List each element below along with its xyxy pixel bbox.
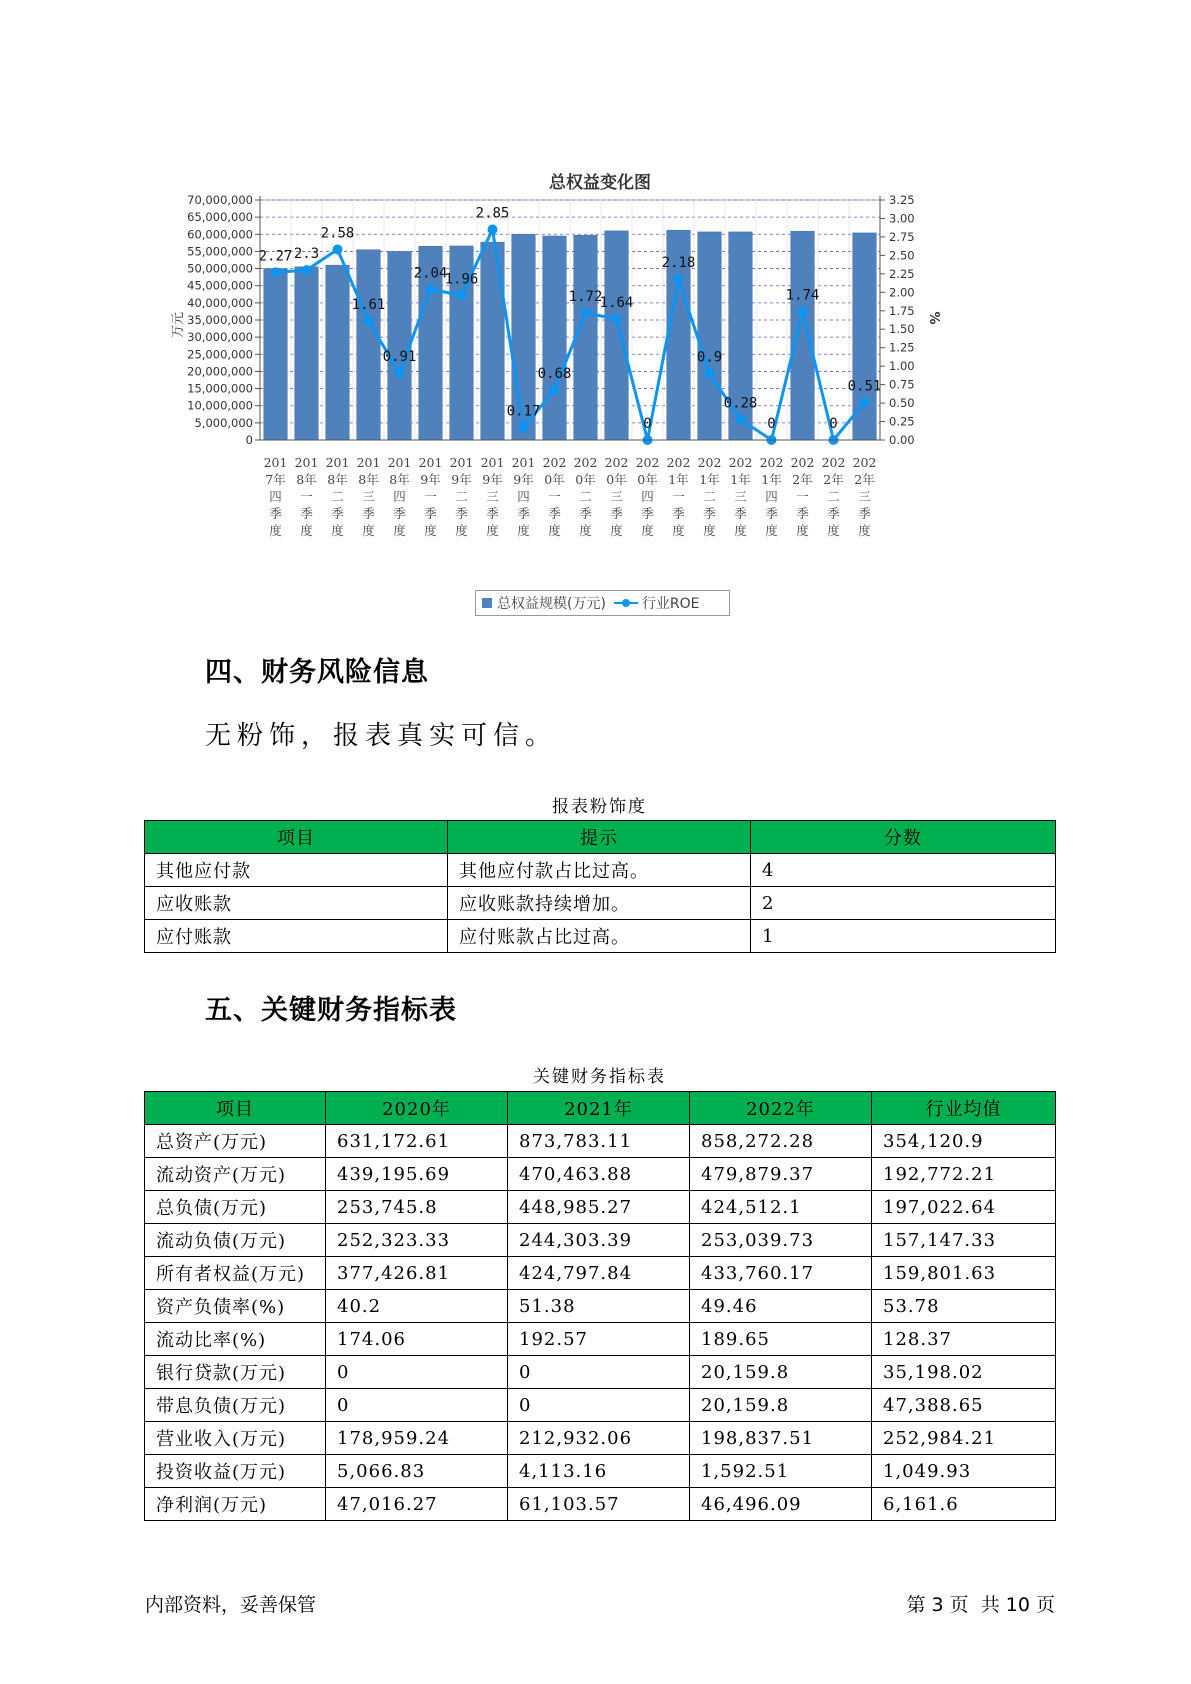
x-tick-label: 度: [734, 523, 747, 538]
x-tick-label: 季: [269, 506, 282, 521]
roe-data-label: 0.28: [723, 395, 758, 412]
x-tick-label: 202: [604, 455, 629, 470]
x-tick-label: 一: [424, 489, 437, 504]
roe-point: [519, 422, 529, 432]
table-cell: 1,592.51: [690, 1455, 872, 1488]
roe-data-label: 2.18: [661, 255, 696, 272]
table-cell: 189.65: [690, 1323, 872, 1356]
x-tick-label: 一: [548, 489, 561, 504]
x-tick-label: 季: [548, 506, 561, 521]
x-tick-label: 201: [356, 455, 381, 470]
table-header-cell: 项目: [145, 821, 448, 854]
bar: [326, 265, 350, 440]
x-tick-label: 0年: [544, 472, 565, 487]
roe-data-label: 1.72: [568, 288, 603, 305]
roe-point: [581, 308, 591, 318]
roe-point: [798, 307, 808, 317]
table-cell: 212,932.06: [508, 1422, 690, 1455]
table-cell: 0: [508, 1389, 690, 1422]
roe-point: [736, 414, 746, 424]
table-cell: 总负债(万元): [145, 1191, 326, 1224]
x-tick-label: 度: [517, 523, 530, 538]
x-tick-label: 季: [300, 506, 313, 521]
x-tick-label: 度: [300, 523, 313, 538]
whitewash-table: [144, 820, 1056, 953]
roe-data-label: 0.68: [537, 365, 572, 382]
x-tick-label: 度: [393, 523, 406, 538]
x-tick-label: 201: [325, 455, 350, 470]
x-tick-label: 201: [387, 455, 412, 470]
table-cell: 424,797.84: [508, 1257, 690, 1290]
y-tick-label: 0: [245, 433, 253, 447]
roe-data-label: 0: [643, 416, 652, 432]
x-tick-label: 202: [573, 455, 598, 470]
table-cell: 投资收益(万元): [145, 1455, 326, 1488]
table-cell: 197,022.64: [872, 1191, 1056, 1224]
x-tick-label: 202: [821, 455, 846, 470]
chart-title: 总权益变化图: [549, 173, 651, 193]
table-cell: 47,388.65: [872, 1389, 1056, 1422]
roe-data-label: 2.27: [258, 248, 293, 265]
table-cell: 192.57: [508, 1323, 690, 1356]
legend-line-swatch: [614, 598, 638, 608]
table-cell: 479,879.37: [690, 1158, 872, 1191]
table-row: [145, 1224, 1056, 1257]
x-tick-label: 季: [641, 506, 654, 521]
y-tick-label: 55,000,000: [187, 244, 253, 259]
bar: [264, 269, 288, 440]
table-cell: 其他应付款占比过高。: [448, 854, 751, 887]
table2-caption: 关键财务指标表: [533, 1067, 666, 1087]
x-tick-label: 四: [269, 489, 282, 504]
roe-point: [333, 244, 343, 254]
y-tick-label: 15,000,000: [187, 381, 253, 396]
table-row: [145, 887, 1056, 920]
table-header-cell: 分数: [751, 821, 1056, 854]
key-financial-table: [144, 1091, 1056, 1521]
table-cell: 178,959.24: [326, 1422, 508, 1455]
table-cell: 4: [751, 854, 1056, 887]
bar: [698, 232, 722, 440]
x-tick-label: 度: [610, 523, 623, 538]
table-cell: 应收账款: [145, 887, 448, 920]
roe-point: [488, 225, 498, 235]
x-tick-label: 1年: [668, 472, 689, 487]
y-tick-label: 20,000,000: [187, 364, 253, 379]
x-tick-label: 202: [759, 455, 784, 470]
roe-point: [457, 290, 467, 300]
table-header-row: [145, 821, 1056, 854]
y-tick-label: 30,000,000: [187, 330, 253, 345]
bar: [543, 236, 567, 440]
x-tick-label: 度: [579, 523, 592, 538]
x-tick-label: 2年: [792, 472, 813, 487]
table-header-row: [145, 1092, 1056, 1125]
y-axis-label: 万元: [171, 311, 186, 339]
x-tick-label: 季: [610, 506, 623, 521]
roe-point: [395, 368, 405, 378]
x-tick-label: 季: [455, 506, 468, 521]
table-cell: 631,172.61: [326, 1125, 508, 1158]
table-cell: 其他应付款: [145, 854, 448, 887]
bar: [791, 231, 815, 440]
x-tick-label: 8年: [358, 472, 379, 487]
table-cell: 资产负债率(%): [145, 1290, 326, 1323]
x-tick-label: 201: [480, 455, 505, 470]
table-cell: 252,984.21: [872, 1422, 1056, 1455]
table-cell: 流动比率(%): [145, 1323, 326, 1356]
y-tick-label: 65,000,000: [187, 210, 253, 225]
x-tick-label: 度: [641, 523, 654, 538]
table-cell: 354,120.9: [872, 1125, 1056, 1158]
table-row: [145, 920, 1056, 953]
x-tick-label: 202: [790, 455, 815, 470]
x-tick-label: 二: [331, 489, 344, 504]
table-cell: 157,147.33: [872, 1224, 1056, 1257]
table-cell: 20,159.8: [690, 1389, 872, 1422]
x-tick-label: 三: [486, 489, 499, 504]
x-tick-label: 季: [362, 506, 375, 521]
chart-legend: [475, 590, 730, 616]
roe-data-label: 0: [829, 416, 838, 432]
y2-tick-label: 0.50: [889, 396, 915, 411]
table-cell: 带息负债(万元): [145, 1389, 326, 1422]
table-cell: 252,323.33: [326, 1224, 508, 1257]
x-tick-label: 季: [517, 506, 530, 521]
y-tick-label: 35,000,000: [187, 313, 253, 327]
table-cell: 51.38: [508, 1290, 690, 1323]
section4-text: 无粉饰，报表真实可信。: [205, 721, 558, 751]
y2-axis-label: %: [926, 311, 941, 325]
x-tick-label: 7年: [265, 472, 286, 487]
x-tick-label: 度: [765, 523, 778, 538]
x-tick-label: 季: [486, 506, 499, 521]
table-cell: 5,066.83: [326, 1455, 508, 1488]
bar: [481, 242, 505, 440]
table-cell: 439,195.69: [326, 1158, 508, 1191]
x-tick-label: 202: [635, 455, 660, 470]
table-row: [145, 1488, 1056, 1521]
section4-heading: 四、财务风险信息: [205, 657, 429, 688]
bar: [295, 267, 319, 440]
table-cell: 858,272.28: [690, 1125, 872, 1158]
x-tick-label: 季: [424, 506, 437, 521]
x-tick-label: 9年: [451, 472, 472, 487]
y2-tick-label: 3.00: [889, 211, 915, 226]
table-cell: 净利润(万元): [145, 1488, 326, 1521]
x-tick-label: 8年: [327, 472, 348, 487]
legend-line-label: 行业ROE: [641, 596, 700, 612]
y-tick-label: 45,000,000: [187, 278, 253, 293]
x-tick-label: 0年: [575, 472, 596, 487]
x-tick-label: 度: [486, 523, 499, 538]
x-tick-label: 1年: [730, 472, 751, 487]
table-cell: 192,772.21: [872, 1158, 1056, 1191]
table-header-cell: 2020年: [326, 1092, 508, 1125]
table-cell: 20,159.8: [690, 1356, 872, 1389]
legend-bar-label: 总权益规模(万元): [497, 596, 606, 612]
roe-data-label: 0.51: [847, 378, 882, 395]
table-cell: 1: [751, 920, 1056, 953]
y2-tick-label: 1.00: [889, 359, 915, 374]
table-cell: 47,016.27: [326, 1488, 508, 1521]
y-tick-label: 40,000,000: [187, 295, 253, 310]
x-tick-label: 季: [393, 506, 406, 521]
x-tick-label: 一: [672, 489, 685, 504]
x-tick-label: 9年: [420, 472, 441, 487]
x-tick-label: 9年: [482, 472, 503, 487]
table-row: [145, 854, 1056, 887]
table-cell: 35,198.02: [872, 1356, 1056, 1389]
roe-point: [612, 314, 622, 324]
table-row: [145, 1323, 1056, 1356]
table-row: [145, 1158, 1056, 1191]
x-tick-label: 二: [455, 489, 468, 504]
y2-tick-label: 2.75: [889, 229, 915, 244]
table-cell: 0: [326, 1356, 508, 1389]
x-tick-label: 季: [858, 506, 871, 521]
table-cell: 所有者权益(万元): [145, 1257, 326, 1290]
table-header-cell: 提示: [448, 821, 751, 854]
x-tick-label: 9年: [513, 472, 534, 487]
x-tick-label: 度: [827, 523, 840, 538]
x-tick-label: 201: [294, 455, 319, 470]
table-cell: 4,113.16: [508, 1455, 690, 1488]
table-row: [145, 1290, 1056, 1323]
table-cell: 流动资产(万元): [145, 1158, 326, 1191]
y-tick-label: 10,000,000: [187, 398, 253, 413]
roe-point: [705, 369, 715, 379]
y-tick-label: 25,000,000: [187, 347, 253, 362]
bar: [574, 235, 598, 440]
x-tick-label: 度: [796, 523, 809, 538]
roe-data-label: 1.96: [444, 271, 479, 288]
bar: [853, 233, 877, 440]
table-cell: 40.2: [326, 1290, 508, 1323]
x-tick-label: 二: [827, 489, 840, 504]
table-cell: 49.46: [690, 1290, 872, 1323]
table-cell: 470,463.88: [508, 1158, 690, 1191]
table-cell: 424,512.1: [690, 1191, 872, 1224]
x-tick-label: 202: [666, 455, 691, 470]
x-tick-label: 三: [610, 489, 623, 504]
roe-data-label: 0: [767, 416, 776, 432]
table-cell: 253,745.8: [326, 1191, 508, 1224]
table-cell: 128.37: [872, 1323, 1056, 1356]
x-tick-label: 8年: [296, 472, 317, 487]
legend-bar-swatch: [482, 598, 492, 608]
x-tick-label: 三: [734, 489, 747, 504]
x-tick-label: 一: [300, 489, 313, 504]
table-cell: 应付账款占比过高。: [448, 920, 751, 953]
y2-tick-label: 0.00: [889, 433, 915, 447]
x-tick-label: 四: [641, 489, 654, 504]
table-row: [145, 1389, 1056, 1422]
bar: [388, 251, 412, 440]
roe-data-label: 1.61: [351, 297, 386, 314]
roe-data-label: 2.04: [413, 265, 448, 282]
table-cell: 873,783.11: [508, 1125, 690, 1158]
y2-tick-label: 1.25: [889, 340, 915, 355]
y-tick-label: 50,000,000: [187, 261, 253, 276]
x-tick-label: 2年: [823, 472, 844, 487]
x-tick-label: 0年: [637, 472, 658, 487]
table-header-cell: 2022年: [690, 1092, 872, 1125]
table-cell: 6,161.6: [872, 1488, 1056, 1521]
x-tick-label: 2年: [854, 472, 875, 487]
table-cell: 198,837.51: [690, 1422, 872, 1455]
table-cell: 0: [508, 1356, 690, 1389]
x-tick-label: 201: [511, 455, 536, 470]
y-tick-label: 70,000,000: [187, 193, 253, 207]
x-tick-label: 四: [765, 489, 778, 504]
x-tick-label: 四: [517, 489, 530, 504]
x-tick-label: 季: [734, 506, 747, 521]
table-cell: 61,103.57: [508, 1488, 690, 1521]
x-tick-label: 度: [672, 523, 685, 538]
roe-point: [364, 316, 374, 326]
y2-tick-label: 2.50: [889, 248, 915, 263]
roe-data-label: 2.3: [293, 246, 320, 263]
x-tick-label: 度: [703, 523, 716, 538]
table-row: [145, 1422, 1056, 1455]
table-cell: 银行贷款(万元): [145, 1356, 326, 1389]
x-tick-label: 202: [542, 455, 567, 470]
x-tick-label: 季: [765, 506, 778, 521]
x-tick-label: 度: [548, 523, 561, 538]
table-row: [145, 1191, 1056, 1224]
x-tick-label: 季: [796, 506, 809, 521]
x-tick-label: 二: [703, 489, 716, 504]
x-tick-label: 季: [579, 506, 592, 521]
bar: [605, 231, 629, 440]
roe-data-label: 1.74: [785, 287, 820, 304]
y2-tick-label: 1.75: [889, 303, 915, 318]
table-cell: 总资产(万元): [145, 1125, 326, 1158]
x-tick-label: 度: [331, 523, 344, 538]
y-tick-label: 5,000,000: [194, 415, 253, 430]
table-cell: 0: [326, 1389, 508, 1422]
table-cell: 营业收入(万元): [145, 1422, 326, 1455]
page-number: 第 3 页 共 10 页: [906, 1594, 1055, 1616]
table-header-cell: 行业均值: [872, 1092, 1056, 1125]
y2-tick-label: 2.25: [889, 266, 915, 281]
table-cell: 253,039.73: [690, 1224, 872, 1257]
table-cell: 1,049.93: [872, 1455, 1056, 1488]
y-tick-label: 60,000,000: [187, 227, 253, 242]
x-tick-label: 0年: [606, 472, 627, 487]
x-tick-label: 201: [263, 455, 288, 470]
table-cell: 应付账款: [145, 920, 448, 953]
x-tick-label: 度: [269, 523, 282, 538]
y2-tick-label: 3.25: [889, 193, 915, 207]
roe-data-label: 2.58: [320, 225, 355, 242]
y2-tick-label: 1.50: [889, 322, 915, 337]
table-header-cell: 2021年: [508, 1092, 690, 1125]
table-cell: 448,985.27: [508, 1191, 690, 1224]
table-row: [145, 1125, 1056, 1158]
roe-data-label: 0.91: [382, 348, 417, 365]
roe-point: [302, 265, 312, 275]
table-cell: 159,801.63: [872, 1257, 1056, 1290]
equity-chart: [170, 160, 970, 585]
roe-point: [426, 284, 436, 294]
table-cell: 244,303.39: [508, 1224, 690, 1257]
roe-point: [550, 385, 560, 395]
table-header-cell: 项目: [145, 1092, 326, 1125]
x-tick-label: 季: [703, 506, 716, 521]
x-tick-label: 1年: [699, 472, 720, 487]
footer-note: 内部资料，妥善保管: [145, 1594, 317, 1616]
table-cell: 433,760.17: [690, 1257, 872, 1290]
y2-tick-label: 0.75: [889, 377, 915, 392]
section5-heading: 五、关键财务指标表: [205, 995, 457, 1026]
table-row: [145, 1455, 1056, 1488]
y2-tick-label: 0.25: [889, 414, 915, 429]
roe-data-label: 0.9: [696, 349, 723, 366]
x-tick-label: 季: [672, 506, 685, 521]
table-cell: 377,426.81: [326, 1257, 508, 1290]
x-tick-label: 三: [362, 489, 375, 504]
y2-tick-label: 2.00: [889, 285, 915, 300]
x-tick-label: 201: [418, 455, 443, 470]
x-tick-label: 季: [331, 506, 344, 521]
table-cell: 174.06: [326, 1323, 508, 1356]
x-tick-label: 202: [728, 455, 753, 470]
x-tick-label: 度: [858, 523, 871, 538]
roe-point: [271, 267, 281, 277]
table-cell: 53.78: [872, 1290, 1056, 1323]
x-tick-label: 三: [858, 489, 871, 504]
x-tick-label: 度: [362, 523, 375, 538]
roe-data-label: 0.17: [506, 403, 541, 420]
x-tick-label: 8年: [389, 472, 410, 487]
bar: [357, 250, 381, 440]
x-tick-label: 度: [455, 523, 468, 538]
x-tick-label: 202: [852, 455, 877, 470]
table-cell: 2: [751, 887, 1056, 920]
table-cell: 应收账款持续增加。: [448, 887, 751, 920]
table1-caption: 报表粉饰度: [552, 797, 647, 817]
x-tick-label: 度: [424, 523, 437, 538]
x-tick-label: 季: [827, 506, 840, 521]
x-tick-label: 一: [796, 489, 809, 504]
table-row: [145, 1356, 1056, 1389]
x-tick-label: 201: [449, 455, 474, 470]
roe-data-label: 1.64: [599, 294, 634, 311]
x-tick-label: 二: [579, 489, 592, 504]
table-cell: 流动负债(万元): [145, 1224, 326, 1257]
roe-point: [860, 397, 870, 407]
x-tick-label: 四: [393, 489, 406, 504]
x-tick-label: 202: [697, 455, 722, 470]
roe-point: [674, 274, 684, 284]
x-tick-label: 1年: [761, 472, 782, 487]
table-row: [145, 1257, 1056, 1290]
table-cell: 46,496.09: [690, 1488, 872, 1521]
roe-data-label: 2.85: [475, 205, 510, 222]
